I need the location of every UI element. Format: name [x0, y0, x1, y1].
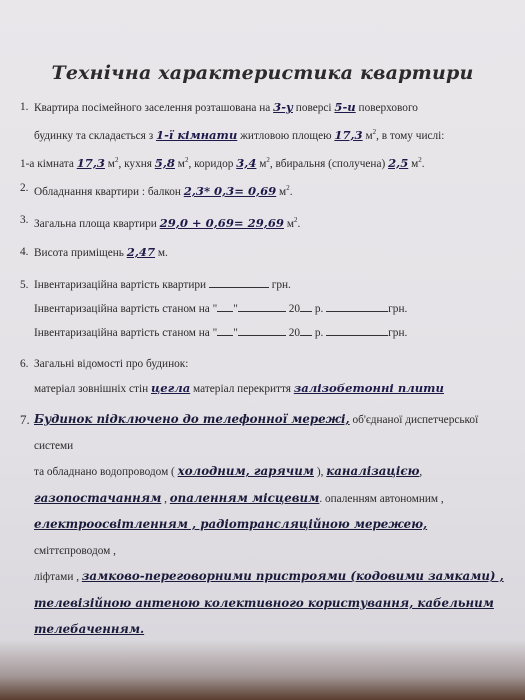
text: ), [316, 466, 324, 478]
living-area-value: 17,3 [334, 127, 363, 142]
blank-line [238, 301, 286, 312]
text: Квартира посімейного заселення розташована на [34, 102, 271, 114]
table-surface [0, 640, 525, 700]
handwritten-text: газопостачанням [34, 490, 162, 505]
blank-line [217, 325, 233, 336]
handwritten-text: замково-переговорними пристроями (кодовими замками) , [81, 569, 504, 583]
blank-line [238, 325, 286, 336]
item-number: 1. [20, 101, 29, 113]
item-7 [20, 407, 506, 644]
item-number: 6. [20, 358, 29, 370]
unit-sup: 2 [114, 155, 119, 164]
text: Висота приміщень [34, 247, 124, 259]
handwritten-text: опаленням місцевим [169, 490, 320, 505]
unit-sup: 2 [418, 155, 422, 164]
item-number: 2. [20, 182, 29, 194]
text: Загальні відомості про будинок: [34, 358, 189, 370]
text: 20 [288, 327, 301, 339]
text: об'єднаної диспетчерської системи [34, 414, 479, 452]
text: " [233, 303, 238, 315]
handwritten-text: Будинок підключено до телефонної мережі, [34, 412, 350, 426]
unit-sup: 2 [286, 184, 290, 192]
corridor-area-value: 3,4 [236, 155, 257, 170]
item-number: 7. [20, 412, 30, 427]
text: будинку та складається з [34, 129, 154, 142]
unit: м [107, 157, 115, 170]
blank-line [326, 301, 388, 312]
text: , кухня [118, 157, 152, 170]
item-4 [20, 240, 506, 265]
blank-line [217, 301, 233, 312]
unit: м [279, 185, 287, 198]
total-area-value: 29,0 + 0,69= 29,69 [159, 215, 284, 230]
unit-sup: 2 [293, 216, 298, 224]
text: грн. [388, 303, 408, 315]
text: . [421, 157, 425, 170]
text: Інвентаризаційна вартість станом на " [34, 303, 218, 315]
unit: м [286, 217, 294, 230]
text: 20 [288, 303, 301, 315]
text: . [297, 217, 301, 230]
item-2 [20, 176, 506, 204]
floors-value: 5-и [334, 100, 356, 114]
floor-value: 3-у [273, 100, 293, 114]
text: матеріал зовнішніх стін [34, 383, 149, 395]
unit: м [411, 157, 419, 170]
handwritten-text: холодним, гарячим [177, 464, 315, 478]
text: Інвентаризаційна вартість квартири [34, 279, 207, 291]
unit: м [259, 157, 267, 170]
text: м. [157, 247, 168, 259]
text: р. [314, 303, 324, 315]
text: р. [314, 327, 324, 339]
text: житловою площею [240, 129, 332, 142]
unit-sup: 2 [372, 128, 377, 136]
text: , коридор [188, 157, 234, 170]
blank-line [209, 277, 269, 288]
room1-area-value: 17,3 [76, 155, 105, 170]
item-1 [20, 95, 506, 176]
text: . [289, 185, 293, 198]
unit-sup: 2 [266, 155, 270, 164]
text: та обладнано водопроводом ( [34, 466, 175, 478]
walls-material-value: цегла [151, 381, 191, 395]
height-value: 2,47 [126, 245, 156, 259]
document-title: Технічна характеристика квартири [51, 62, 474, 84]
item-number: 4. [20, 246, 29, 258]
unit-sup: 2 [184, 155, 189, 164]
text: поверсі [295, 102, 332, 114]
text: матеріал перекриття [193, 383, 291, 395]
blank-line [326, 325, 388, 336]
text: , в тому числі: [376, 129, 445, 142]
text: ліфтами , [34, 571, 80, 583]
text: Інвентаризаційна вартість станом на " [34, 327, 218, 339]
text: , [419, 466, 423, 478]
text: " [233, 327, 238, 339]
handwritten-text: телевізійною антеною колективного користування, кабельним [34, 595, 494, 610]
wc-area-value: 2,5 [388, 155, 409, 170]
kitchen-area-value: 5,8 [154, 155, 175, 170]
handwritten-text: телебаченням. [34, 622, 145, 636]
item-number: 3. [20, 214, 29, 226]
text: , вбиральня (сполучена) [269, 157, 386, 170]
handwritten-text: електроосвітленням , радіотрансляційною мережею, [34, 517, 428, 531]
text: Обладнання квартири : балкон [34, 185, 181, 198]
text: грн. [388, 327, 408, 339]
unit: м [177, 157, 185, 170]
ceiling-material-value: залізобетонні плити [293, 381, 444, 395]
blank-line [300, 301, 312, 312]
text: , [164, 492, 167, 505]
text: сміттєпроводом , [34, 544, 116, 557]
item-3 [20, 208, 506, 236]
text: поверхового [358, 102, 418, 114]
text: 1-а кімната [20, 157, 74, 170]
blank-line [300, 325, 312, 336]
balcony-area-value: 2,3* 0,3= 0,69 [183, 183, 277, 198]
item-5 [20, 273, 506, 345]
unit: м [365, 129, 373, 142]
text: Загальна площа квартири [34, 217, 157, 230]
text: . опаленням автономним , [319, 492, 444, 505]
handwritten-text: каналізацією [326, 464, 420, 478]
text: грн. [271, 279, 291, 291]
item-number: 5. [20, 279, 29, 291]
item-6 [20, 352, 506, 401]
rooms-value: 1-ї кімнати [156, 127, 238, 142]
